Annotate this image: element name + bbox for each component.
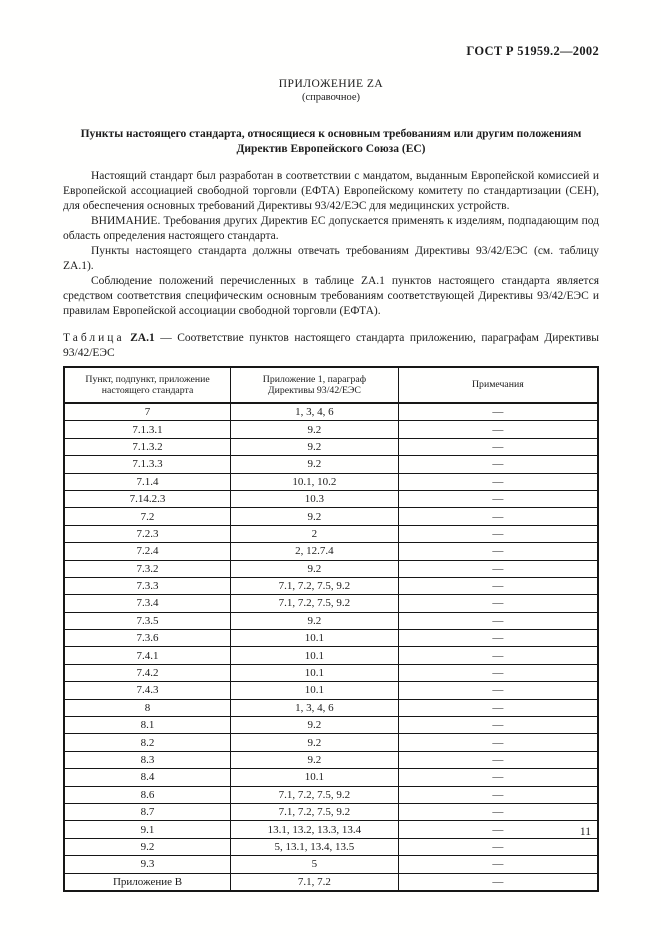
table-cell: 2: [231, 525, 399, 542]
table-row: [64, 630, 598, 647]
table-row: [64, 456, 598, 473]
table-row: [64, 682, 598, 699]
body-text: [63, 169, 599, 319]
table-cell: 9.2: [231, 508, 399, 525]
table-cell: 7.2: [64, 508, 231, 525]
table-header: [64, 367, 598, 403]
table-row: [64, 734, 598, 751]
column-header-notes: Примечания: [398, 367, 598, 403]
table-cell: —: [398, 856, 598, 873]
table-caption-word: Таблица: [63, 332, 125, 344]
table-cell: 7.1, 7.2, 7.5, 9.2: [231, 577, 399, 594]
table-cell: 7.2.4: [64, 543, 231, 560]
table-cell: 7.4.2: [64, 664, 231, 681]
document-code: ГОСТ Р 51959.2—2002: [466, 44, 599, 58]
table-cell: —: [398, 630, 598, 647]
table-row: [64, 647, 598, 664]
table-cell: —: [398, 769, 598, 786]
table-cell: —: [398, 508, 598, 525]
table-cell: 10.1: [231, 769, 399, 786]
table-cell: Приложение В: [64, 873, 231, 891]
table-cell: 10.1: [231, 664, 399, 681]
table-row: [64, 821, 598, 838]
table-cell: 8.4: [64, 769, 231, 786]
table-cell: 8.2: [64, 734, 231, 751]
table-cell: 7.3.2: [64, 560, 231, 577]
table-row: [64, 856, 598, 873]
table-cell: 9.2: [231, 421, 399, 438]
table-cell: 9.2: [231, 717, 399, 734]
table-cell: 9.1: [64, 821, 231, 838]
table-cell: —: [398, 838, 598, 855]
table-row: [64, 699, 598, 716]
table-cell: 10.1: [231, 630, 399, 647]
table-cell: 10.1, 10.2: [231, 473, 399, 490]
column-header-standard-clause: Пункт, подпункт, приложение настоящего стандарта: [64, 367, 231, 403]
appendix-title: ПРИЛОЖЕНИЕ ZA: [278, 78, 384, 90]
column-header-directive-paragraph: Приложение 1, параграф Директивы 93/42/ЕЭС: [231, 367, 399, 403]
table-cell: 9.3: [64, 856, 231, 873]
table-cell: 8: [64, 699, 231, 716]
paragraph-3: Пункты настоящего стандарта должны отвечать требованиям Директивы 93/42/ЕЭС (см. таблицу ZA.1).: [63, 245, 599, 272]
table-cell: —: [398, 560, 598, 577]
table-cell: 7.2.3: [64, 525, 231, 542]
table-cell: —: [398, 543, 598, 560]
table-cell: 9.2: [231, 751, 399, 768]
paragraph-1: Настоящий стандарт был разработан в соответствии с мандатом, выданным Европейской комиссией и Европейской ассоциацией свободной торговли (ЕФТА) Европейскому комитету по стандартизации (СЕН), для обеспечения основных требований Директивы 93/42/ЕЭС для медицинских устройств.: [63, 170, 599, 212]
table-cell: 7.4.3: [64, 682, 231, 699]
table-header-row: [64, 367, 598, 403]
table-cell: 5, 13.1, 13.4, 13.5: [231, 838, 399, 855]
table-cell: 9.2: [64, 838, 231, 855]
table-cell: —: [398, 821, 598, 838]
paragraph-4: Соблюдение положений перечисленных в таблице ZA.1 пунктов настоящего стандарта является средством соответствия специфическим основным требованиям соответствующей Директивы 93/42/ЕЭС и правилам Европейской ассоциации свободной торговли (ЕФТА).: [63, 275, 599, 317]
table-cell: 7.1.3.3: [64, 456, 231, 473]
table-row: [64, 421, 598, 438]
page-number: 11: [579, 826, 591, 838]
table-row: [64, 838, 598, 855]
table-cell: —: [398, 664, 598, 681]
table-cell: 7.3.3: [64, 577, 231, 594]
table-cell: —: [398, 751, 598, 768]
table-body: [64, 403, 598, 891]
table-cell: 9.2: [231, 438, 399, 455]
table-cell: 7.3.4: [64, 595, 231, 612]
table-cell: 7.1, 7.2, 7.5, 9.2: [231, 803, 399, 820]
table-cell: —: [398, 734, 598, 751]
table-cell: 7.1, 7.2, 7.5, 9.2: [231, 595, 399, 612]
table-cell: —: [398, 403, 598, 421]
section-heading: Пункты настоящего стандарта, относящиеся к основным требованиям или другим положениям Директив Европейского Союза (ЕС): [80, 128, 582, 155]
table-cell: —: [398, 473, 598, 490]
table-cell: 2, 12.7.4: [231, 543, 399, 560]
table-caption: [63, 331, 599, 361]
table-row: [64, 577, 598, 594]
table-row: [64, 438, 598, 455]
table-row: [64, 490, 598, 507]
table-cell: —: [398, 525, 598, 542]
table-cell: —: [398, 786, 598, 803]
table-row: [64, 473, 598, 490]
paragraph-2: ВНИМАНИЕ. Требования других Директив ЕС допускается применять к изделиям, подпадающим под область определения настоящего стандарта.: [63, 215, 599, 242]
table-cell: 7.1.3.2: [64, 438, 231, 455]
table-row: [64, 803, 598, 820]
table-cell: —: [398, 438, 598, 455]
table-row: [64, 664, 598, 681]
table-row: [64, 717, 598, 734]
table-cell: —: [398, 421, 598, 438]
table-cell: 10.3: [231, 490, 399, 507]
table-row: [64, 543, 598, 560]
table-row: [64, 769, 598, 786]
table-cell: —: [398, 577, 598, 594]
table-caption-number: ZA.1: [130, 332, 155, 344]
table-caption-text: — Соответствие пунктов настоящего стандарта приложению, параграфам Директивы 93/42/ЕЭС: [63, 332, 600, 359]
table-cell: 7.1.4: [64, 473, 231, 490]
table-row: [64, 403, 598, 421]
table-cell: 10.1: [231, 647, 399, 664]
table-cell: —: [398, 612, 598, 629]
table-cell: 7.1, 7.2, 7.5, 9.2: [231, 786, 399, 803]
table-cell: 8.3: [64, 751, 231, 768]
table-cell: 9.2: [231, 560, 399, 577]
table-cell: 10.1: [231, 682, 399, 699]
table-cell: 7.1, 7.2: [231, 873, 399, 891]
appendix-subtitle: (справочное): [302, 92, 360, 103]
table-cell: —: [398, 595, 598, 612]
table-row: [64, 560, 598, 577]
table-cell: —: [398, 647, 598, 664]
table-cell: —: [398, 682, 598, 699]
table-cell: 7.4.1: [64, 647, 231, 664]
table-cell: —: [398, 490, 598, 507]
table-cell: —: [398, 717, 598, 734]
table-cell: —: [398, 803, 598, 820]
table-row: [64, 873, 598, 891]
table-cell: 8.6: [64, 786, 231, 803]
table-cell: 9.2: [231, 734, 399, 751]
table-cell: 13.1, 13.2, 13.3, 13.4: [231, 821, 399, 838]
table-cell: 8.1: [64, 717, 231, 734]
table-cell: 9.2: [231, 456, 399, 473]
table-cell: 8.7: [64, 803, 231, 820]
table-cell: 7.3.6: [64, 630, 231, 647]
table-row: [64, 786, 598, 803]
correspondence-table: [63, 366, 599, 892]
table-row: [64, 751, 598, 768]
table-cell: 7.1.3.1: [64, 421, 231, 438]
table-cell: —: [398, 873, 598, 891]
table-cell: —: [398, 699, 598, 716]
table-cell: —: [398, 456, 598, 473]
table-row: [64, 508, 598, 525]
table-row: [64, 595, 598, 612]
table-cell: 7.3.5: [64, 612, 231, 629]
table-cell: 5: [231, 856, 399, 873]
table-row: [64, 525, 598, 542]
table-cell: 9.2: [231, 612, 399, 629]
table-row: [64, 612, 598, 629]
table-cell: 7.14.2.3: [64, 490, 231, 507]
table-cell: 1, 3, 4, 6: [231, 403, 399, 421]
table-cell: 7: [64, 403, 231, 421]
table-cell: 1, 3, 4, 6: [231, 699, 399, 716]
